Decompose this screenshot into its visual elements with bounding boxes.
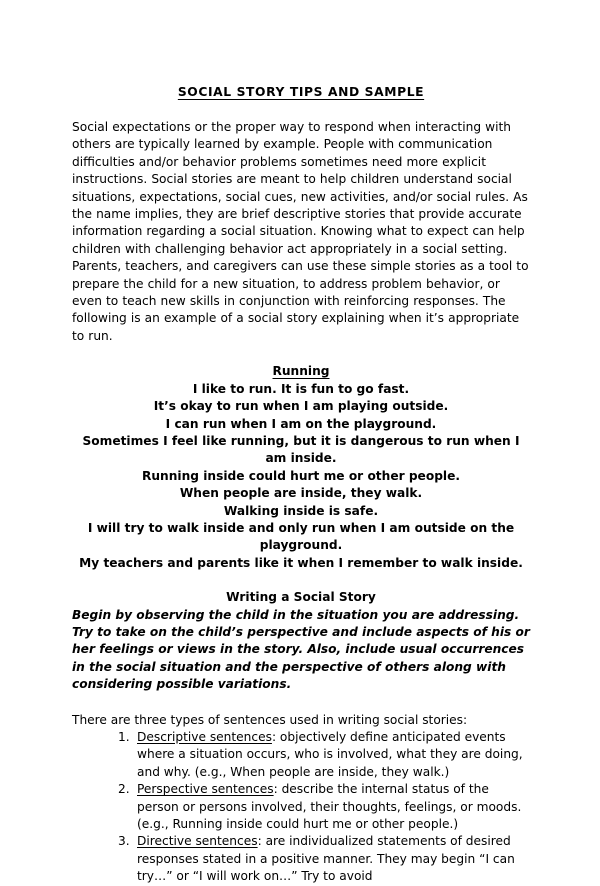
story-line: I will try to walk inside and only run when I am outside on the playground. — [87, 520, 515, 553]
list-item — [118, 781, 530, 833]
sample-story-heading: Running — [272, 364, 330, 379]
story-line: My teachers and parents like it when I remember to walk inside. — [79, 555, 523, 570]
writing-section-heading: Writing a Social Story — [226, 590, 376, 605]
sample-story-block — [72, 363, 530, 572]
list-item — [118, 729, 530, 781]
list-item-body: : objectively define anticipated events where a situation occurs, who is involved, what they are doing, and why. (e.g., When people are inside, they walk.) — [137, 730, 523, 779]
list-item-body: : describe the internal status of the person or persons involved, their thoughts, feelings, or moods. (e.g., Running inside could hurt me or other people.) — [137, 782, 522, 832]
list-item-body: : are individualized statements of desired responses stated in a positive manner. They may begin “I can try…” or “I will work on…” Try to avoid — [137, 834, 515, 884]
story-line: I can run when I am on the playground. — [165, 416, 437, 431]
story-line: When people are inside, they walk. — [179, 486, 423, 501]
story-line: It’s okay to run when I am playing outside. — [153, 399, 449, 414]
intro-paragraph: Social expectations or the proper way to respond when interacting with others are typically learned by example. People with communication difficulties and/or behavior problems sometimes need more explicit instructions. Social stories are meant to help children understand social situations, expectations, social cues, new activities, and/or social rules. As the name implies, they are brief descriptive stories that provide accurate information regarding a social situation. Knowing what to expect can help children with challenging behavior act appropriately in a social setting. Parents, teachers, and caregivers can use these simple stories as a tool to prepare the child for a new situation, to address problem behavior, or even to teach new skills in conjunction with reinforcing responses. The following is an example of a social story explaining when it’s appropriate to run. — [72, 120, 529, 343]
sentence-types-list — [72, 729, 530, 886]
story-line: Walking inside is safe. — [223, 503, 379, 518]
list-item-term: Descriptive sentences — [137, 730, 272, 744]
list-item-term: Perspective sentences — [137, 782, 274, 797]
page-title: SOCIAL STORY TIPS AND SAMPLE — [177, 85, 425, 99]
writing-section-paragraph: Begin by observing the child in the situation you are addressing. Try to take on the child’s perspective and include aspects of his or her feelings or views in the story. Also, include usual occurrences in the social situation and the perspective of others along with considering possible variations. — [72, 607, 530, 692]
story-line: I like to run. It is fun to go fast. — [192, 381, 410, 396]
list-item-term: Directive sentences — [137, 834, 258, 849]
story-line: Running inside could hurt me or other people. — [142, 468, 460, 483]
sentence-types-intro: There are three types of sentences used in writing social stories: — [72, 712, 468, 727]
story-line: Sometimes I feel like running, but it is dangerous to run when I am inside. — [82, 433, 520, 466]
list-item — [118, 833, 530, 885]
